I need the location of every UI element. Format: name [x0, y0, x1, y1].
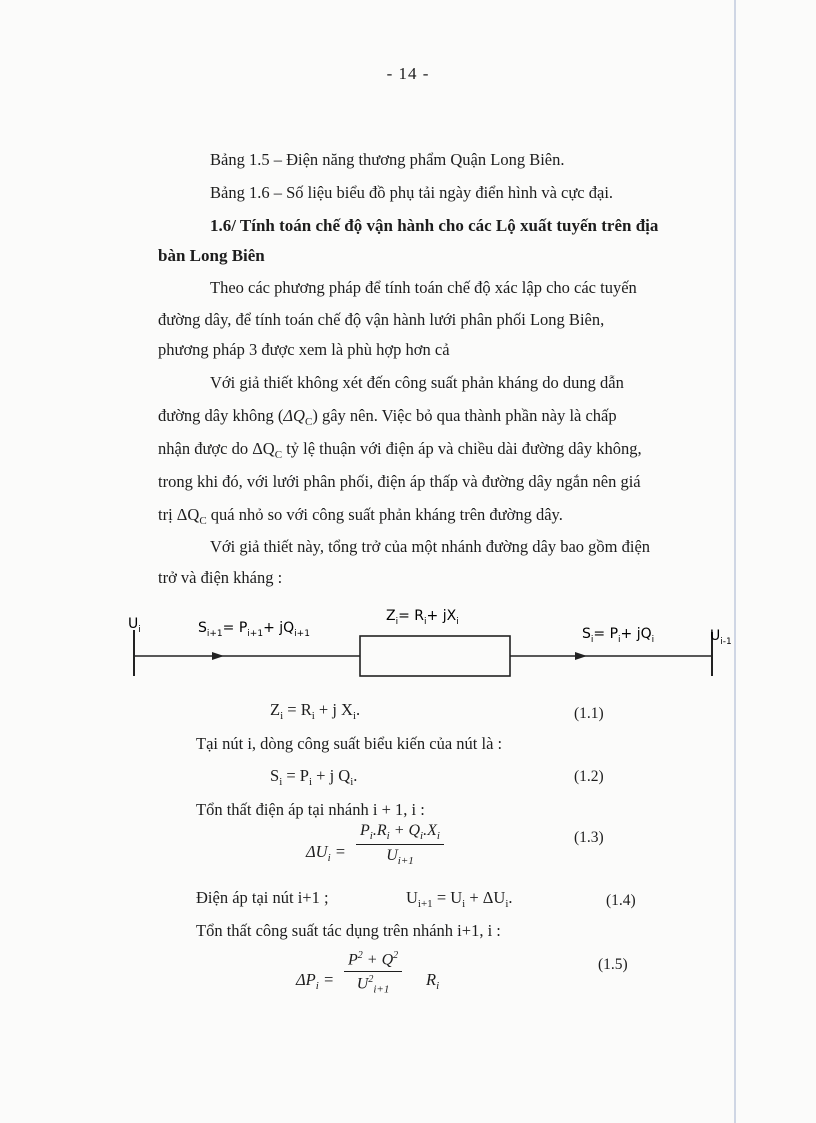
left-node-label: $U_i$	[128, 616, 141, 635]
intro-line: Bảng 1.6 – Số liệu biểu đồ phụ tải ngày điển hình và cực đại.	[210, 183, 614, 202]
equation-1-5-lhs: $\Delta P_i$ =	[296, 970, 335, 992]
node-power-text: Tại nút i, dòng công suất biểu kiến của nút là :	[196, 734, 503, 753]
equation-number: (1.1)	[574, 705, 604, 722]
impedance-box	[360, 636, 510, 676]
equation-1-3-lhs: $\Delta U_i$ =	[306, 842, 346, 864]
branch-circuit-diagram	[120, 600, 730, 690]
paragraph-line: Với giả thiết không xét đến công suất phản kháng do dung dẫn	[210, 373, 624, 392]
paragraph-line: đường dây, để tính toán chế độ vận hành lưới phân phối Long Biên,	[158, 310, 605, 329]
equation-number: (1.5)	[598, 956, 628, 973]
equation-number: (1.3)	[574, 829, 604, 846]
equation-number: (1.4)	[606, 892, 636, 909]
equation-1-1: $Z_i = R_i + j$ $X_i$.	[270, 700, 361, 722]
equation-number: (1.2)	[574, 768, 604, 785]
paragraph-line: Theo các phương pháp để tính toán chế độ xác lập cho các tuyến	[210, 278, 637, 297]
paragraph-line: Với giả thiết này, tổng trở của một nhánh đường dây bao gồm điện	[210, 537, 651, 556]
page-number: - 14 -	[386, 64, 430, 83]
outflow-power-label: $S_i= P_i+ jQ_i$	[582, 626, 655, 645]
paragraph-line: trị $\Delta Q_C$ quá nhỏ so với công suất phản kháng trên đường dây.	[158, 505, 563, 527]
equation-1-5-r: $R_i$	[426, 970, 440, 992]
paragraph-line: nhận được do $\Delta Q_C$ tỷ lệ thuận với điện áp và chiều dài đường dây không,	[158, 439, 642, 461]
right-node-label: $U_{i-1}$	[710, 628, 732, 647]
impedance-label: $Z_i= R_i+ jX_i$	[386, 608, 459, 627]
paragraph-line: trong khi đó, với lưới phân phối, điện áp thấp và đường dây ngắn nên giá	[158, 472, 641, 491]
section-heading-cont: bàn Long Biên	[158, 246, 265, 265]
intro-line: Bảng 1.5 – Điện năng thương phẩm Quận Long Biên.	[210, 150, 565, 169]
inflow-power-label: $S_{i+1}= P_{i+1}+ jQ_{i+1}$	[198, 620, 310, 639]
equation-1-4: $U_{i+1} = U_i + \Delta U_i$.	[406, 888, 513, 910]
voltage-loss-text: Tổn thất điện áp tại nhánh i + 1, i :	[196, 800, 425, 819]
node-voltage-label: Điện áp tại nút i+1 ;	[196, 888, 329, 907]
page-edge-line	[734, 0, 736, 1123]
arrow-out-icon	[575, 652, 587, 660]
paragraph-line: trở và điện kháng :	[158, 568, 283, 587]
power-loss-text: Tổn thất công suất tác dụng trên nhánh i+1, i :	[196, 921, 501, 940]
equation-1-5-fraction: $\frac{P^2 + Q^2}{U^2_{i+1}}$	[344, 950, 402, 996]
equation-1-2: $S_i = P_i + j$ $Q_i$.	[270, 766, 358, 788]
section-heading: 1.6/ Tính toán chế độ vận hành cho các Lộ xuất tuyến trên địa	[210, 216, 659, 235]
paragraph-line: đường dây không $(\Delta Q_C)$ gây nên. Việc bỏ qua thành phần này là chấp	[158, 406, 617, 428]
equation-1-3-fraction: $\frac{P_i.R_i + Q_i.X_i}{U_{i+1}}$	[356, 822, 444, 867]
paragraph-line: phương pháp 3 được xem là phù hợp hơn cả	[158, 340, 450, 359]
arrow-in-icon	[212, 652, 224, 660]
